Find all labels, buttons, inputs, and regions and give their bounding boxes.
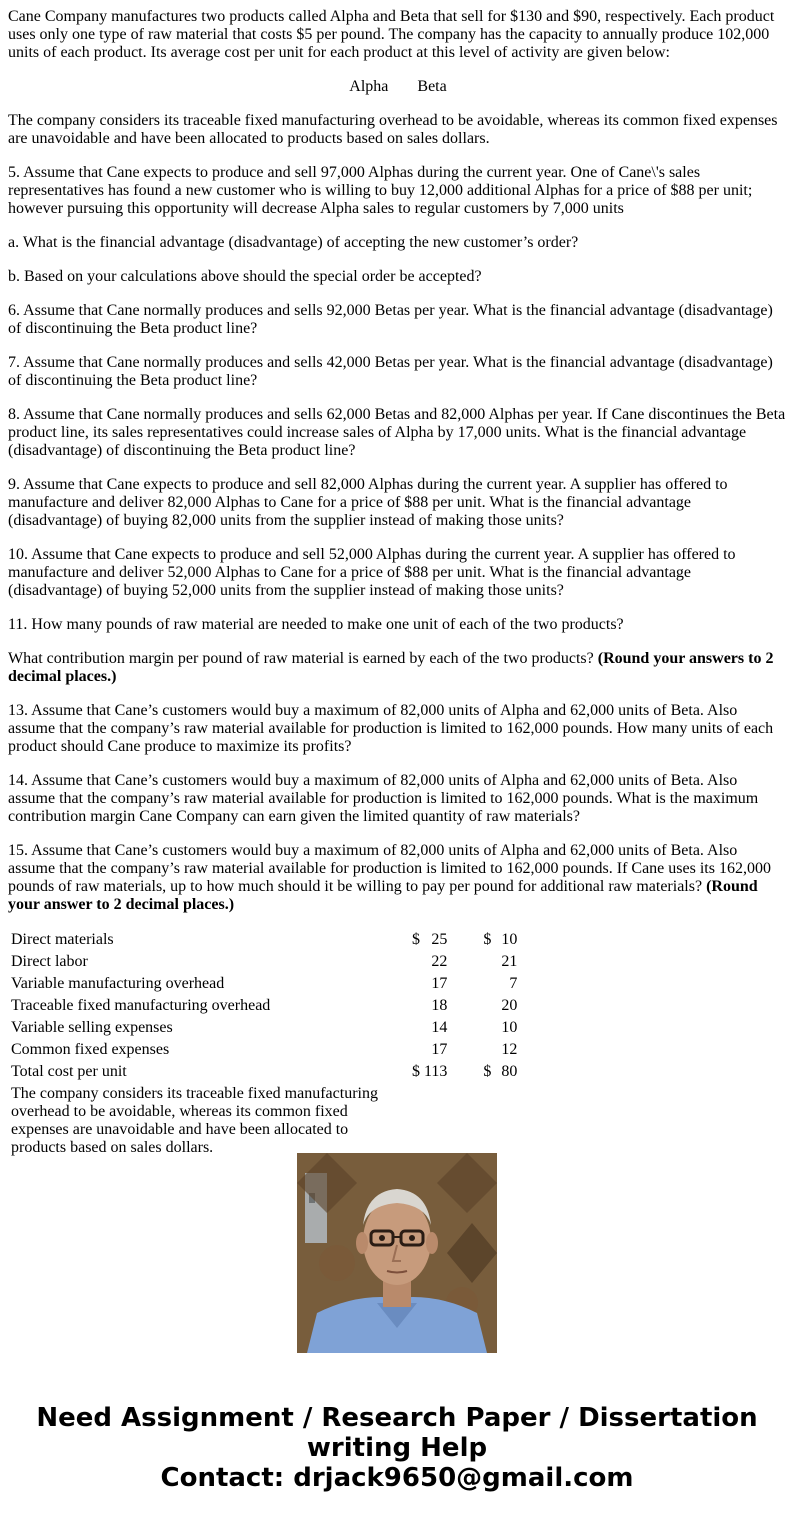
cost-row-label: Direct labor [11, 953, 88, 970]
cost-row-label: Total cost per unit [11, 1063, 127, 1080]
question-5a: a. What is the financial advantage (disadvantage) of accepting the new customer’s order? [8, 234, 579, 251]
cost-row-alpha-currency [411, 974, 421, 994]
cost-row-beta-value: 12 [501, 1041, 518, 1058]
cost-row-beta-value: 21 [501, 953, 518, 970]
cost-row-beta-currency: $ [483, 931, 492, 948]
cost-row-alpha-value: 17 [431, 1041, 448, 1058]
question-6: 6. Assume that Cane normally produces and sells 92,000 Betas per year. What is the financial advantage (disadvantage) of discontinuing the Beta product line? [8, 302, 773, 337]
cost-row-alpha-value: 113 [424, 1063, 448, 1080]
cost-row-label: Direct materials [11, 931, 114, 948]
question-12-rounding-note: (Round your answers to 2 decimal places.) [8, 650, 774, 685]
cost-row-gap [450, 974, 480, 994]
cost-row-label: Common fixed expenses [11, 1041, 170, 1058]
cost-row [10, 974, 518, 994]
question-11: 11. How many pounds of raw material are needed to make one unit of each of the two products? [8, 616, 624, 633]
cost-row-alpha-value: 18 [431, 997, 448, 1014]
author-photo-illustration [297, 1153, 497, 1353]
cost-row [10, 996, 518, 1016]
question-12 [8, 650, 788, 686]
traceable-paragraph: The company considers its traceable fixed manufacturing overhead to be avoidable, whereas its common fixed expenses are unavoidable and have been allocated to products based on sales dollars. [8, 112, 778, 147]
question-14: 14. Assume that Cane’s customers would buy a maximum of 82,000 units of Alpha and 62,000 units of Beta. Also assume that the company’s raw material available for production is limited to 162,000 pounds. What is the maximum contribution margin Cane Company can earn given the limited quantity of raw materials? [8, 772, 759, 825]
cost-row-alpha-value: 14 [431, 1019, 448, 1036]
author-photo [297, 1153, 497, 1353]
cost-row-alpha-currency [411, 996, 421, 1016]
cost-row-beta-currency [482, 974, 492, 994]
question-13: 13. Assume that Cane’s customers would buy a maximum of 82,000 units of Alpha and 62,000 units of Beta. Also assume that the company’s raw material available for production is limited to 162,000 pounds. How many units of each product should Cane produce to maximize its profits? [8, 702, 774, 755]
cost-row-alpha-currency [411, 1018, 421, 1038]
cost-row-gap [450, 952, 480, 972]
cost-row-gap [450, 1040, 480, 1060]
cost-row-alpha-value: 22 [431, 953, 448, 970]
cost-row-beta-value: 80 [501, 1063, 518, 1080]
cost-row-alpha-currency [411, 952, 421, 972]
question-7: 7. Assume that Cane normally produces and sells 42,000 Betas per year. What is the financial advantage (disadvantage) of discontinuing the Beta product line? [8, 354, 773, 389]
question-15 [8, 842, 788, 914]
cost-row-beta-currency [482, 996, 492, 1016]
document-body [8, 8, 788, 1156]
question-5: 5. Assume that Cane expects to produce and sell 97,000 Alphas during the current year. One of Cane\'s sales representatives has found a new customer who is willing to buy 12,000 additional Alphas for a price of $88 per unit; however pursuing this opportunity will decrease Alpha sales to regular customers by 7,000 units [8, 164, 753, 217]
cost-row-beta-value: 10 [501, 1019, 518, 1036]
cost-row-label: Variable manufacturing overhead [11, 975, 225, 992]
question-12-text: What contribution margin per pound of raw material is earned by each of the two products? [8, 650, 594, 667]
cost-row-beta-value: 20 [501, 997, 518, 1014]
promo-line-2: writing Help [306, 1433, 488, 1463]
cost-row-beta-currency [482, 952, 492, 972]
cost-row-beta-currency: $ [483, 1063, 492, 1080]
cost-table-footnote-row [10, 1084, 518, 1132]
product-header-row [8, 78, 788, 96]
cost-row-alpha-currency: $ [412, 931, 420, 948]
cost-row-beta-currency [482, 1018, 492, 1038]
cost-row [10, 952, 518, 972]
cost-row-alpha-value: 25 [431, 931, 448, 948]
cost-row-gap [450, 1018, 480, 1038]
promo-line-1: Need Assignment / Research Paper / Dissertation [36, 1403, 758, 1433]
cost-row-label: Traceable fixed manufacturing overhead [11, 997, 271, 1014]
question-8: 8. Assume that Cane normally produces and sells 62,000 Betas and 82,000 Alphas per year. If Cane discontinues the Beta product line, its sales representatives could increase sales of Alpha by 17,000 units. What is the financial advantage (disadvantage) of discontinuing the Beta product line? [8, 406, 786, 459]
cost-row [10, 1018, 518, 1038]
beta-header: Beta [417, 78, 447, 95]
intro-paragraph: Cane Company manufactures two products called Alpha and Beta that sell for $130 and $90, respectively. Each product uses only one type of raw material that costs $5 per pound. The company has the capacity to annually produce 102,000 units of each product. Its average cost per unit for each product at this level of activity are given below: [8, 8, 775, 61]
cost-table-footnote: The company considers its traceable fixed manufacturing overhead to be avoidable, whereas its common fixed expenses are unavoidable and have been allocated to products based on sales dollars. [11, 1085, 378, 1156]
cost-row [10, 1040, 518, 1060]
question-10: 10. Assume that Cane expects to produce and sell 52,000 Alphas during the current year. A supplier has offered to manufacture and deliver 52,000 Alphas to Cane for a price of $88 per unit. What is the financial advantage (disadvantage) of buying 52,000 units from the supplier instead of making those units? [8, 546, 736, 599]
question-9: 9. Assume that Cane expects to produce and sell 82,000 Alphas during the current year. A supplier has offered to manufacture and deliver 82,000 Alphas to Cane for a price of $88 per unit. What is the financial advantage (disadvantage) of buying 82,000 units from the supplier instead of making those units? [8, 476, 728, 529]
promo-contact-line: Contact: drjack9650@gmail.com [160, 1463, 634, 1493]
cost-row-alpha-currency [411, 1040, 421, 1060]
promo-banner [0, 1403, 794, 1493]
question-5b: b. Based on your calculations above should the special order be accepted? [8, 268, 482, 285]
question-15-text: 15. Assume that Cane’s customers would buy a maximum of 82,000 units of Alpha and 62,000 units of Beta. Also assume that the company’s raw material available for production is limited to 162,000 pounds. If Cane uses its 162,000 pounds of raw materials, up to how much should it be willing to pay per pound for additional raw materials? [8, 842, 771, 895]
question-15-rounding-note: (Round your answer to 2 decimal places.) [8, 878, 758, 913]
cost-row-beta-currency [482, 1040, 492, 1060]
cost-row-alpha-value: 17 [431, 975, 448, 992]
cost-row-beta-value: 10 [501, 931, 518, 948]
cost-row-gap [450, 930, 480, 950]
cost-row-label: Variable selling expenses [11, 1019, 173, 1036]
cost-table [8, 928, 520, 1156]
cost-row-gap [450, 996, 480, 1016]
cost-row-gap [450, 1062, 480, 1082]
cost-row-beta-value: 7 [509, 975, 518, 992]
cost-row [10, 930, 518, 950]
cost-row [10, 1062, 518, 1082]
alpha-header: Alpha [349, 78, 389, 95]
cost-row-alpha-currency: $ [412, 1063, 420, 1080]
